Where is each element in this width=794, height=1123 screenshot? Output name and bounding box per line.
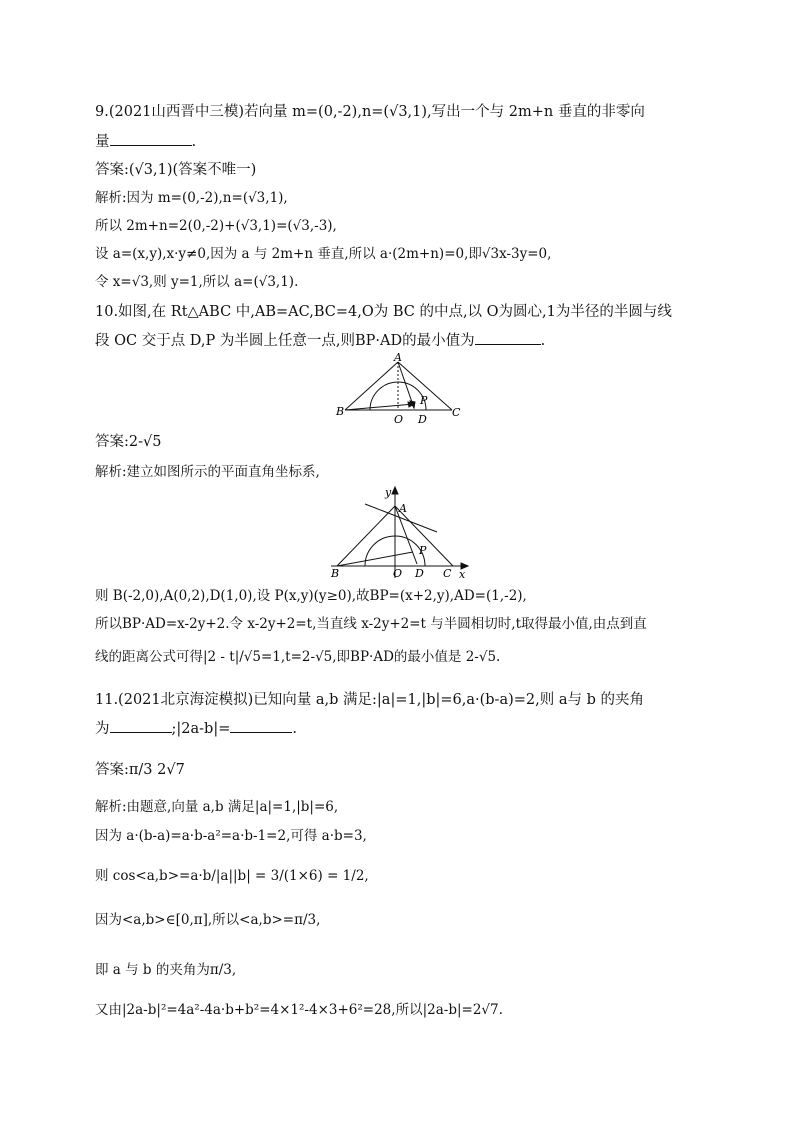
label-O: O	[393, 567, 403, 580]
label-x: x	[459, 568, 466, 580]
problem-9-stem-cont: 量 .	[95, 131, 196, 152]
label-y: y	[385, 486, 392, 499]
problem-11-stem: 11.(2021北京海淀模拟)已知向量 a,b 满足:|a|=1,|b|=6,a·(b-a)=2,则 a与 b 的夹角	[95, 692, 644, 708]
problem-10-solution-1: 解析:建立如图所示的平面直角坐标系,	[95, 464, 320, 480]
label-C: C	[452, 406, 461, 419]
label-C: C	[443, 567, 452, 580]
answer-blank	[230, 718, 292, 733]
problem-9-stem: 9.(2021山西晋中三模)若向量 m=(0,-2),n=(√3,1),写出一个与 2m+n 垂直的非零向	[95, 104, 645, 120]
problem-11-solution-3: 则 cos<a,b>=a·b/|a||b| = 3/(1×6) = 1/2,	[95, 868, 369, 884]
answer-blank	[110, 718, 172, 733]
problem-10-stem-cont: 段 OC 交于点 D,P 为半圆上任意一点,则BP·AD的最小值为 .	[95, 330, 545, 351]
triangle-figure-1	[330, 352, 470, 430]
problem-11-stem-cont: 为 ;|2a-b|= .	[95, 718, 297, 739]
problem-11-solution-5: 即 a 与 b 的夹角为π/3,	[95, 962, 237, 978]
problem-10-solution-2: 则 B(-2,0),A(0,2),D(1,0),设 P(x,y)(y≥0),故BP=(x+2,y),AD=(1,-2),	[95, 588, 527, 604]
problem-11-solution-2: 因为 a·(b-a)=a·b-a²=a·b-1=2,可得 a·b=3,	[95, 828, 367, 844]
problem-9-solution-1: 解析:因为 m=(0,-2),n=(√3,1),	[95, 190, 288, 206]
problem-11-solution-6: 又由|2a-b|²=4a²-4a·b+b²=4×1²-4×3+6²=28,所以|2a-b|=2√7.	[95, 1002, 503, 1018]
problem-10-solution-3: 所以BP·AD=x-2y+2.令 x-2y+2=t,当直线 x-2y+2=t 与半圆相切时,t取得最小值,由点到直	[95, 616, 647, 632]
problem-11-solution-4: 因为<a,b>∈[0,π],所以<a,b>=π/3,	[95, 912, 321, 928]
problem-10-answer: 答案:2-√5	[95, 434, 162, 450]
answer-blank	[110, 131, 192, 146]
problem-9-solution-3: 设 a=(x,y),x·y≠0,因为 a 与 2m+n 垂直,所以 a·(2m+n)=0,即√3x-3y=0,	[95, 246, 552, 262]
problem-11-solution-1: 解析:由题意,向量 a,b 满足|a|=1,|b|=6,	[95, 799, 339, 815]
problem-9-solution-2: 所以 2m+n=2(0,-2)+(√3,1)=(√3,-3),	[95, 218, 337, 234]
coordinate-figure-2	[325, 484, 475, 580]
label-A: A	[394, 352, 402, 364]
label-B: B	[331, 567, 340, 580]
problem-10-solution-4: 线的距离公式可得|2 - t|/√5=1,t=2-√5,即BP·AD的最小值是 2-√5.	[95, 649, 501, 665]
answer-blank	[475, 330, 541, 345]
problem-10-stem: 10.如图,在 Rt△ABC 中,AB=AC,BC=4,O为 BC 的中点,以 O为圆心,1为半径的半圆与线	[95, 304, 672, 320]
problem-9-answer: 答案:(√3,1)(答案不唯一)	[95, 162, 257, 178]
label-O: O	[394, 413, 404, 426]
label-D: D	[415, 567, 424, 580]
label-D: D	[418, 413, 427, 426]
label-P: P	[419, 544, 427, 557]
problem-11-answer: 答案:π/3 2√7	[95, 762, 185, 778]
label-B: B	[336, 405, 345, 418]
problem-9-solution-4: 令 x=√3,则 y=1,所以 a=(√3,1).	[95, 274, 299, 290]
label-P: P	[420, 394, 428, 407]
label-A: A	[399, 502, 407, 515]
